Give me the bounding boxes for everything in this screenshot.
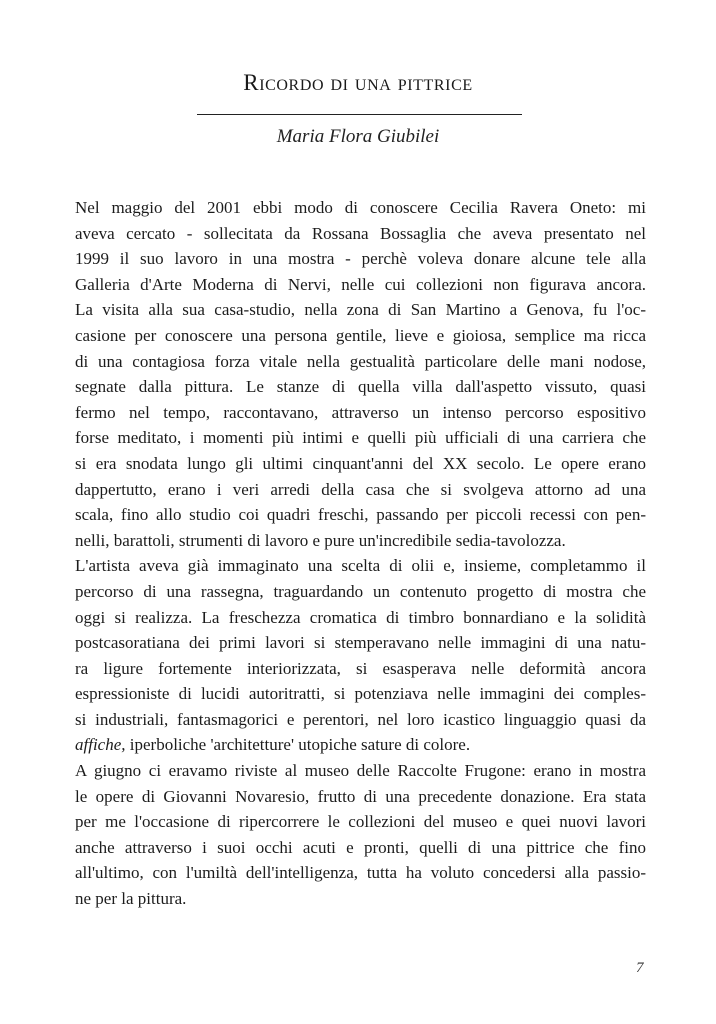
body-line: nelli, barattoli, strumenti di lavoro e pure un'incredibile sedia-tavolozza.	[75, 530, 566, 550]
body-line: ne per la pittura.	[75, 889, 187, 909]
body-line: si industriali, fantasmagorici e perentori, nel loro icastico linguaggio quasi da	[75, 709, 646, 729]
body-line	[75, 732, 646, 758]
body-line: si era snodata lungo gli ultimi cinquant'anni del XX secolo. Le opere erano	[75, 453, 646, 473]
body-line: forse meditato, i momenti più intimi e quelli più ufficiali di una carriera che	[75, 428, 646, 448]
body-line: aveva cercato - sollecitata da Rossana Bossaglia che aveva presentato nel	[75, 223, 646, 243]
body-line: Galleria d'Arte Moderna di Nervi, nelle cui collezioni non figurava ancora.	[75, 274, 646, 294]
page-number: 7	[636, 960, 644, 976]
body-line: postcasoratiana dei primi lavori si stemperavano nelle immagini di una natu-	[75, 633, 646, 653]
body-line: di una contagiosa forza vitale nella gestualità particolare delle mani nodose,	[75, 351, 646, 371]
body-line: casione per conoscere una persona gentile, lieve e gioiosa, semplice ma ricca	[75, 325, 646, 345]
body-line: segnate dalla pittura. Le stanze di quella villa dall'aspetto vissuto, quasi	[75, 377, 646, 397]
body-line: oggi si realizza. La freschezza cromatica di timbro bonnardiano e la solidità	[75, 607, 646, 627]
body-line: all'ultimo, con l'umiltà dell'intelligenza, tutta ha voluto concedersi alla passio-	[75, 863, 646, 883]
body-line: scala, fino allo studio coi quadri freschi, passando per piccoli recessi con pen-	[75, 505, 646, 525]
body-line: dappertutto, erano i veri arredi della casa che si svolgeva attorno ad una	[75, 479, 646, 499]
body-line: espressioniste di lucidi autoritratti, si potenziava nelle immagini dei comples-	[75, 684, 646, 704]
body-line-text: iperboliche 'architetture' utopiche sature di colore.	[129, 735, 471, 755]
body-line: Nel maggio del 2001 ebbi modo di conoscere Cecilia Ravera Oneto: mi	[75, 198, 646, 217]
author-name: Maria Flora Giubilei	[276, 126, 440, 147]
article-title: Ricordo di una pittrice	[243, 70, 473, 95]
body-line: anche attraverso i suoi occhi acuti e pronti, quelli di una pittrice che fino	[75, 837, 646, 857]
body-line: percorso di una rassegna, traguardando un contenuto progetto di mostra che	[75, 581, 646, 601]
body-line: A giugno ci eravamo riviste al museo delle Raccolte Frugone: erano in mostra	[75, 761, 646, 781]
body-line: le opere di Giovanni Novaresio, frutto di una precedente donazione. Era stata	[75, 786, 646, 806]
article-body	[75, 195, 646, 912]
italic-term: affiche,	[75, 735, 126, 755]
body-line: L'artista aveva già immaginato una scelta di olii e, insieme, completammo il	[75, 556, 646, 576]
body-line: ra ligure fortemente interiorizzata, si esasperava nelle deformità ancora	[75, 658, 646, 678]
title-divider	[197, 114, 522, 115]
body-line: 1999 il suo lavoro in una mostra - perchè voleva donare alcune tele alla	[75, 249, 646, 269]
body-line: fermo nel tempo, raccontavano, attraverso un intenso percorso espositivo	[75, 402, 646, 422]
body-line: per me l'occasione di ripercorrere le collezioni del museo e quei nuovi lavori	[75, 812, 646, 832]
body-line: La visita alla sua casa-studio, nella zona di San Martino a Genova, fu l'oc-	[75, 300, 646, 320]
